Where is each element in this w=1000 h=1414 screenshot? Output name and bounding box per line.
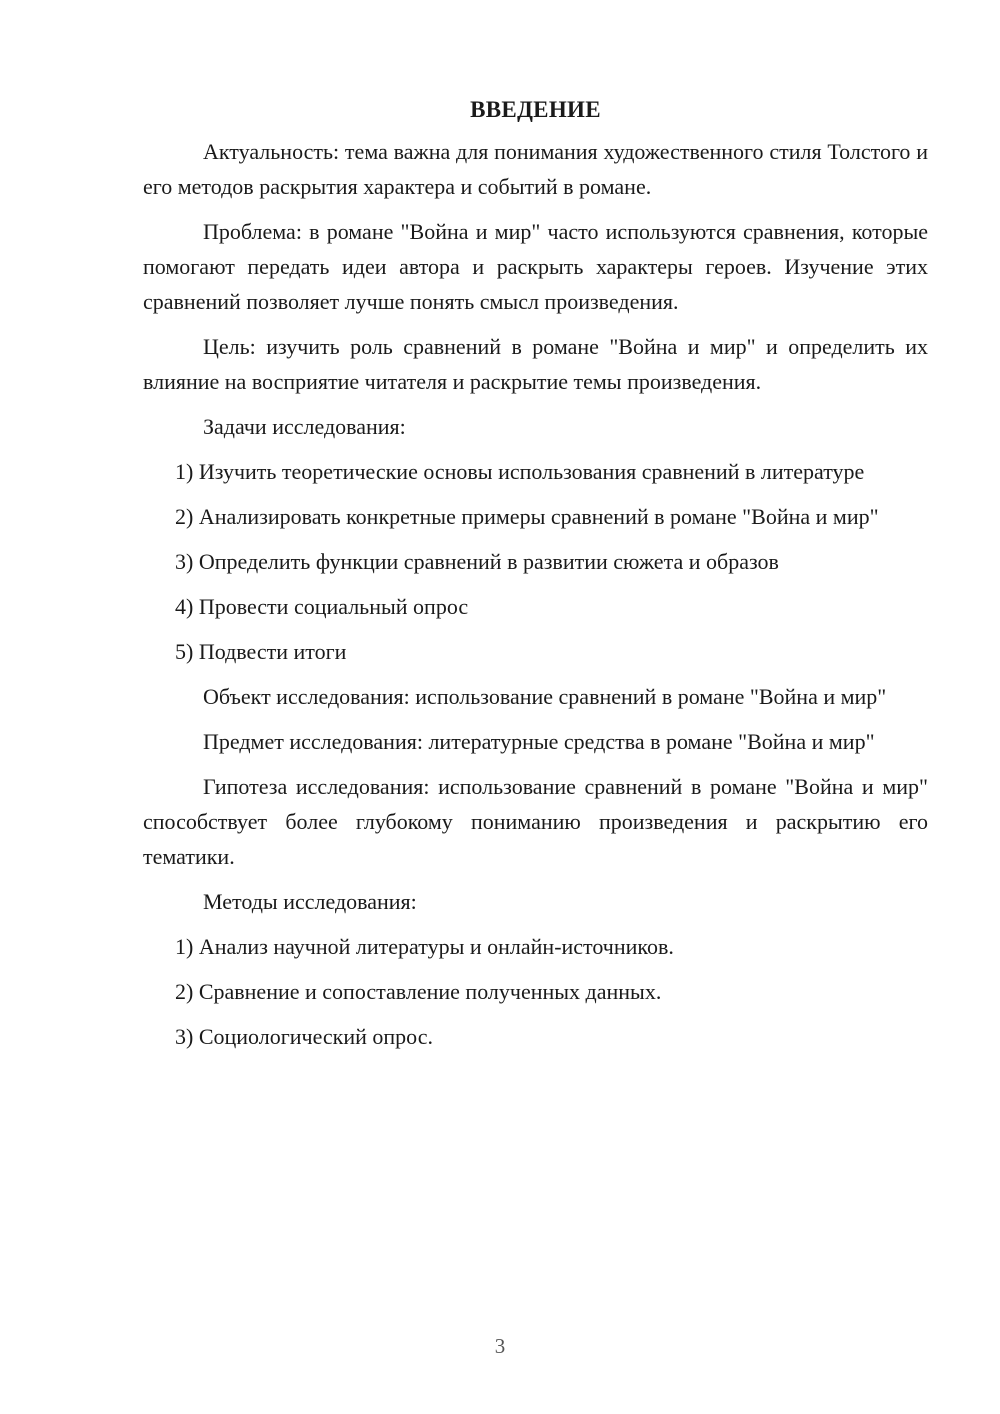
task-item: 5) Подвести итоги: [175, 639, 347, 664]
relevance-paragraph: Актуальность: тема важна для понимания художественного стиля Толстого и его методов раскрытия характера и событий в романе.: [143, 139, 928, 199]
object-paragraph: Объект исследования: использование сравнений в романе "Война и мир": [203, 684, 887, 709]
method-item: 2) Сравнение и сопоставление полученных данных.: [175, 979, 662, 1004]
problem-paragraph: Проблема: в романе "Война и мир" часто используются сравнения, которые помогают передать идеи автора и раскрыть характеры героев. Изучение этих сравнений позволяет лучше понять смысл произведения.: [143, 219, 928, 314]
page-number: 3: [494, 1334, 506, 1358]
goal-paragraph: Цель: изучить роль сравнений в романе "Война и мир" и определить их влияние на восприятие читателя и раскрытие темы произведения.: [143, 334, 928, 394]
task-item: 4) Провести социальный опрос: [175, 594, 469, 619]
document-page: [143, 92, 928, 1064]
methods-title: Методы исследования:: [203, 889, 417, 914]
section-heading: ВВЕДЕНИЕ: [470, 97, 601, 122]
method-item: 1) Анализ научной литературы и онлайн-источников.: [175, 934, 674, 959]
hypothesis-paragraph: Гипотеза исследования: использование сравнений в романе "Война и мир" способствует более глубокому пониманию произведения и раскрытию его тематики.: [143, 774, 928, 869]
subject-paragraph: Предмет исследования: литературные средства в романе "Война и мир": [203, 729, 875, 754]
task-item: 1) Изучить теоретические основы использования сравнений в литературе: [175, 459, 865, 484]
task-item: 2) Анализировать конкретные примеры сравнений в романе "Война и мир": [175, 504, 879, 529]
task-item: 3) Определить функции сравнений в развитии сюжета и образов: [175, 549, 779, 574]
method-item: 3) Социологический опрос.: [175, 1024, 433, 1049]
tasks-title: Задачи исследования:: [203, 414, 406, 439]
